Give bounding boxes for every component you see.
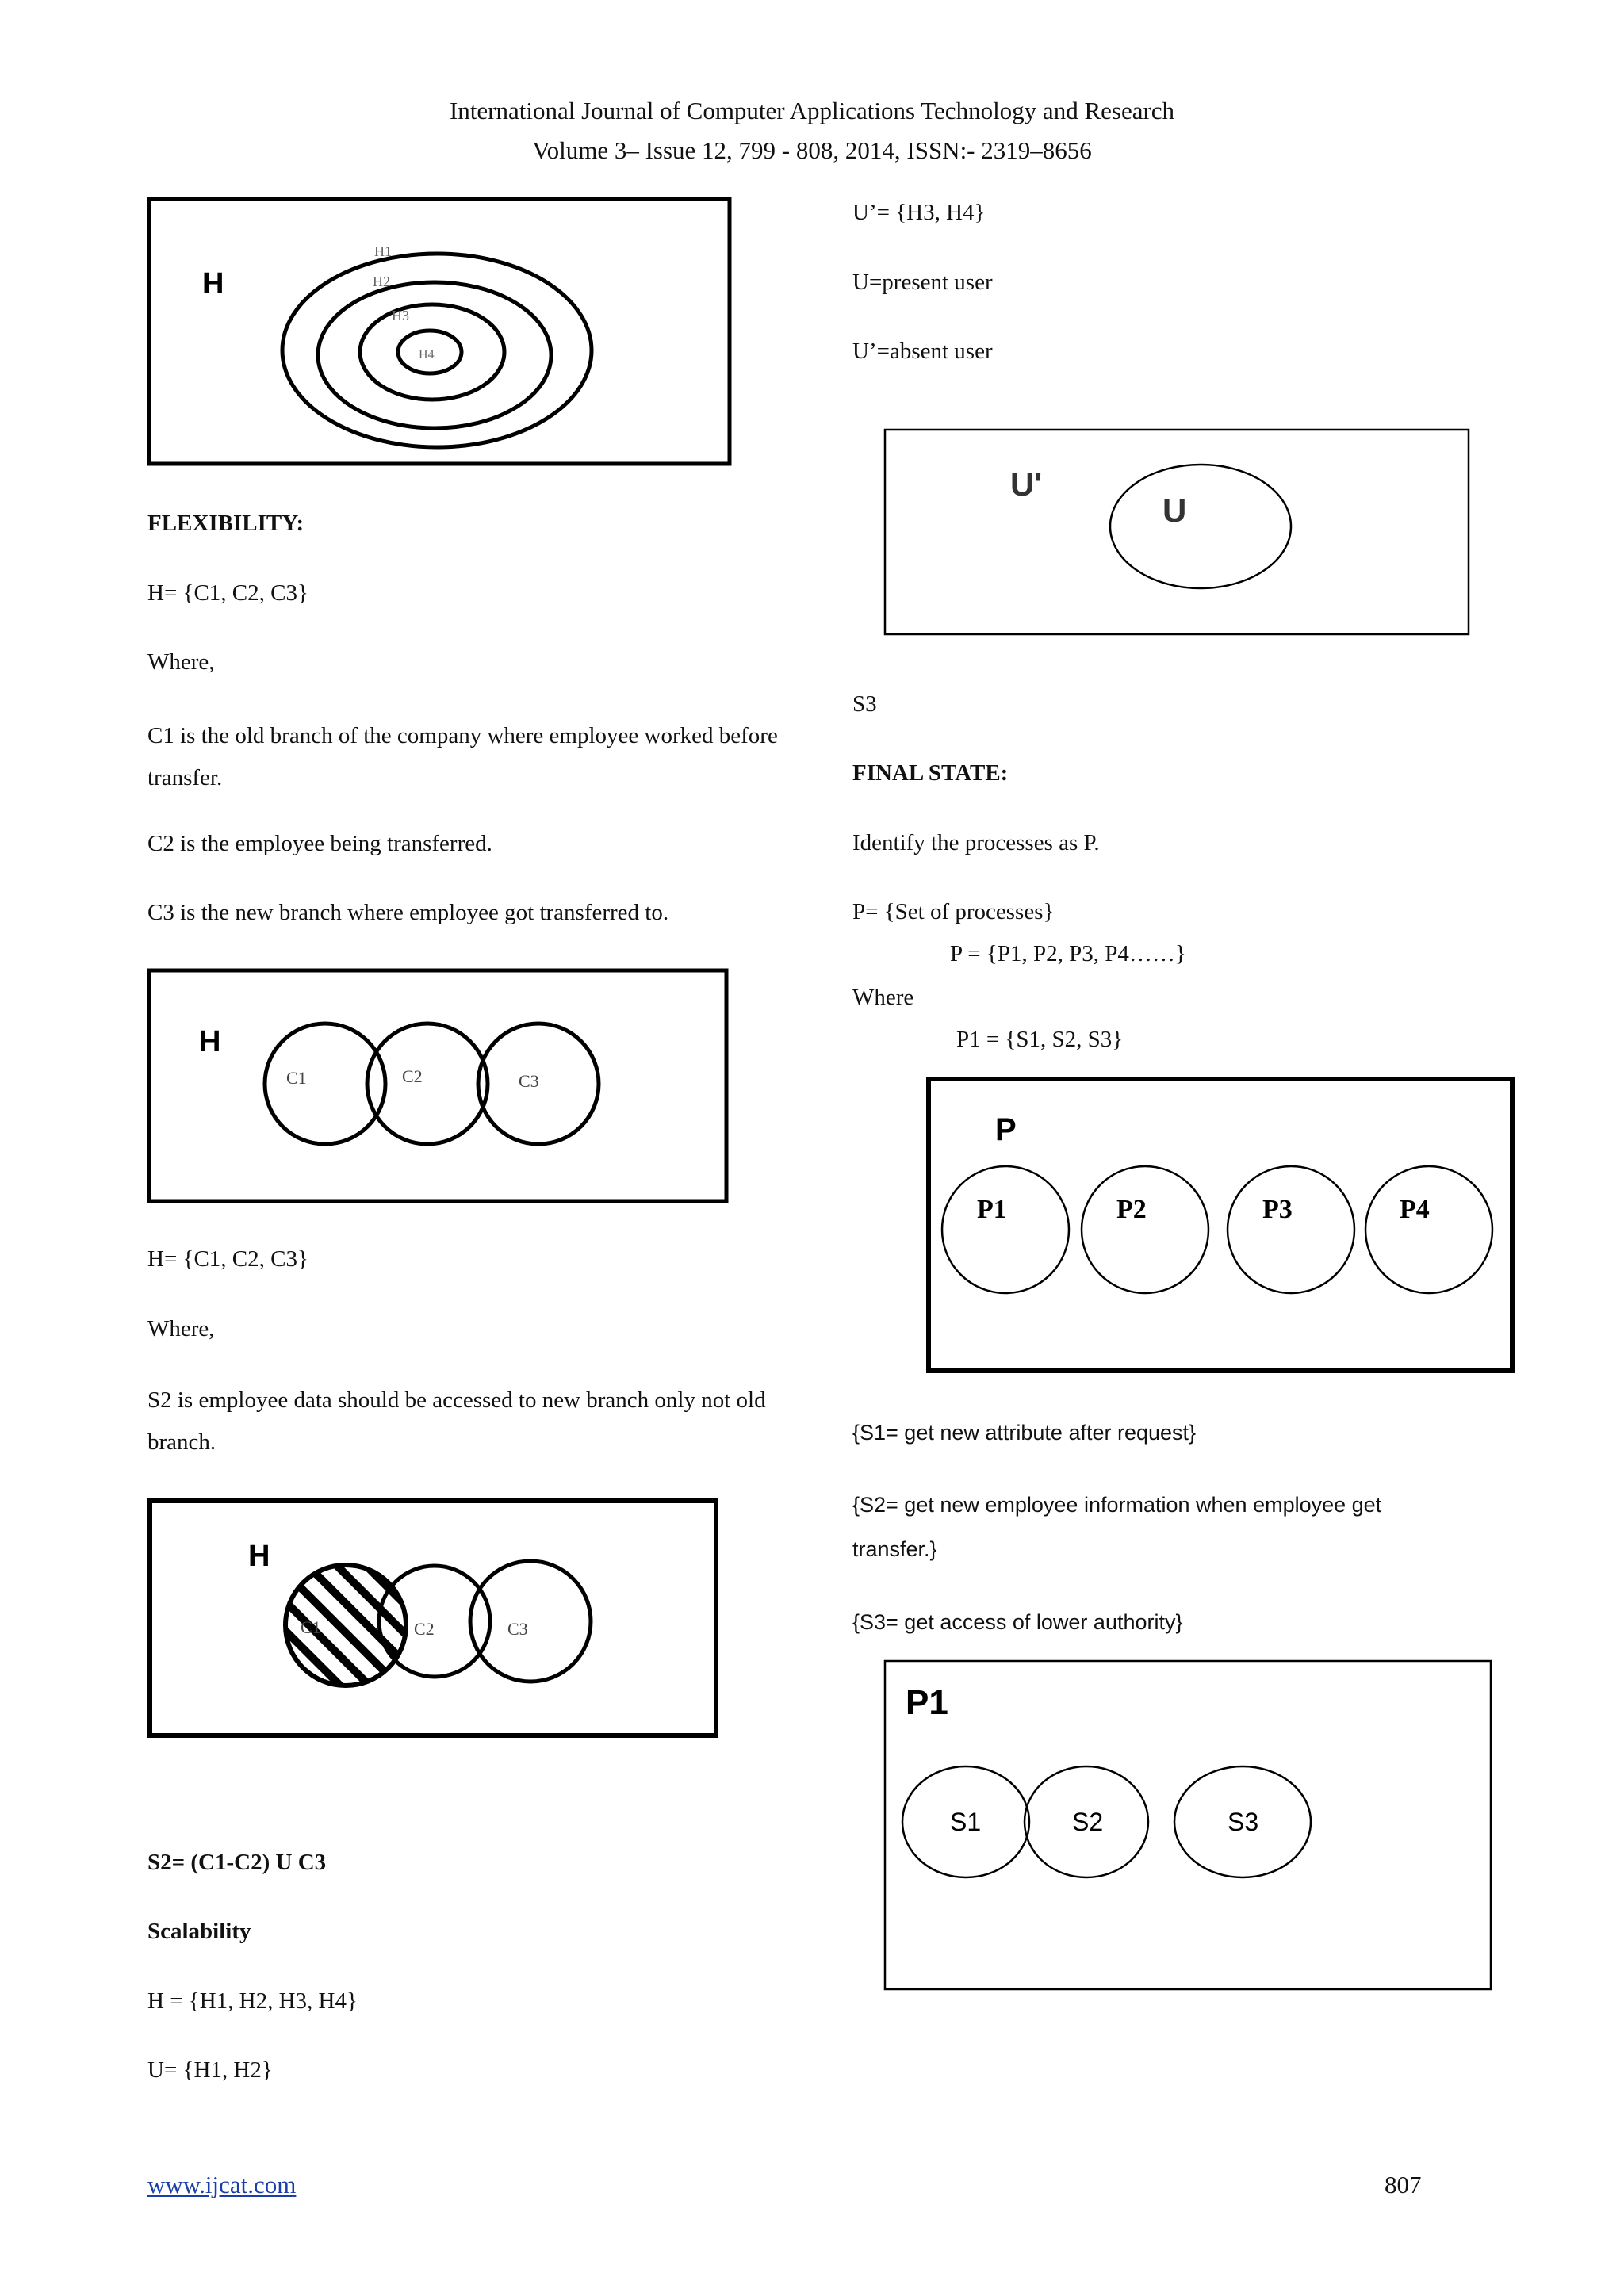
ring-label: H1	[374, 243, 392, 259]
journal-title: International Journal of Computer Applications Technology and Research	[449, 97, 1175, 124]
circle-label: C1	[301, 1617, 321, 1637]
set-definition: H= {C1, C2, C3}	[147, 1246, 308, 1272]
paragraph-c3: C3 is the new branch where employee got transferred to.	[147, 900, 669, 925]
circle-label: C3	[508, 1619, 528, 1639]
paragraph: Identify the processes as P.	[852, 830, 1100, 855]
transfer-access-figure	[147, 1498, 718, 1738]
where-label: Where,	[147, 1316, 215, 1341]
nested-rings-figure	[147, 197, 732, 466]
circle-u	[1110, 465, 1291, 588]
paragraph-c1: C1 is the old branch of the company where employee worked before transfer.	[147, 723, 778, 790]
processes-figure	[926, 1077, 1515, 1373]
circle-label: P3	[1262, 1195, 1293, 1224]
circle-label: C1	[286, 1068, 307, 1088]
circle-label: C3	[519, 1071, 539, 1091]
section-heading: FLEXIBILITY:	[147, 511, 304, 536]
circle-label: P2	[1116, 1195, 1147, 1224]
set-definition: P= {Set of processes}	[852, 899, 1055, 924]
p1-states-figure	[883, 1659, 1492, 1991]
section-heading: Scalability	[147, 1919, 251, 1944]
where-label: Where,	[147, 649, 215, 675]
section-heading: FINAL STATE:	[852, 760, 1009, 786]
figure-set-label: P1	[906, 1683, 948, 1722]
outer-set-label: U'	[1010, 465, 1043, 503]
figure-set-label: H	[199, 1025, 221, 1058]
set-definition: H = {H1, H2, H3, H4}	[147, 1988, 358, 2014]
page-number: 807	[1385, 2171, 1422, 2198]
circle-label: C2	[414, 1619, 435, 1639]
formula: S2= (C1-C2) U C3	[147, 1850, 327, 1875]
ring-label: H4	[419, 348, 435, 362]
set-definition: P = {P1, P2, P3, P4……}	[950, 941, 1186, 966]
circle-p2	[1082, 1166, 1208, 1293]
journal-volume: Volume 3– Issue 12, 799 - 808, 2014, ISSN:- 2319–8656	[532, 136, 1092, 164]
set-definition: P1 = {S1, S2, S3}	[956, 1027, 1124, 1052]
figure-set-label: H	[202, 267, 224, 300]
users-figure	[883, 428, 1470, 636]
set-definition: U’= {H3, H4}	[852, 200, 986, 225]
definition-s1: {S1= get new attribute after request}	[852, 1421, 1197, 1445]
circle-label: S2	[1072, 1808, 1104, 1836]
circle-p4	[1365, 1166, 1492, 1293]
definition-s2: {S2= get new employee information when employee get transfer.}	[852, 1493, 1382, 1561]
paragraph-c2: C2 is the employee being transferred.	[147, 831, 492, 856]
ring-label: H2	[373, 274, 390, 289]
circle-label: P1	[977, 1195, 1007, 1224]
circle-label: S3	[1228, 1808, 1259, 1836]
label-s3: S3	[852, 691, 877, 717]
definition: U=present user	[852, 270, 993, 295]
circle-label: C2	[402, 1066, 423, 1086]
circle-label: S1	[950, 1808, 982, 1836]
where-label: Where	[852, 985, 914, 1010]
ring-label: H3	[392, 308, 409, 323]
definition: U’=absent user	[852, 339, 993, 364]
circle-p3	[1228, 1166, 1354, 1293]
inner-set-label: U	[1162, 492, 1187, 529]
branches-figure	[147, 968, 729, 1203]
figure-set-label: H	[248, 1540, 270, 1573]
paragraph-s2: S2 is employee data should be accessed to new branch only not old branch.	[147, 1387, 766, 1455]
journal-website-link[interactable]: www.ijcat.com	[147, 2171, 297, 2198]
figure-set-label: P	[995, 1112, 1017, 1147]
circle-p1	[942, 1166, 1069, 1293]
definition-s3: {S3= get access of lower authority}	[852, 1610, 1183, 1634]
circle-label: P4	[1400, 1195, 1430, 1224]
set-definition: U= {H1, H2}	[147, 2057, 273, 2083]
set-definition: H= {C1, C2, C3}	[147, 580, 308, 606]
